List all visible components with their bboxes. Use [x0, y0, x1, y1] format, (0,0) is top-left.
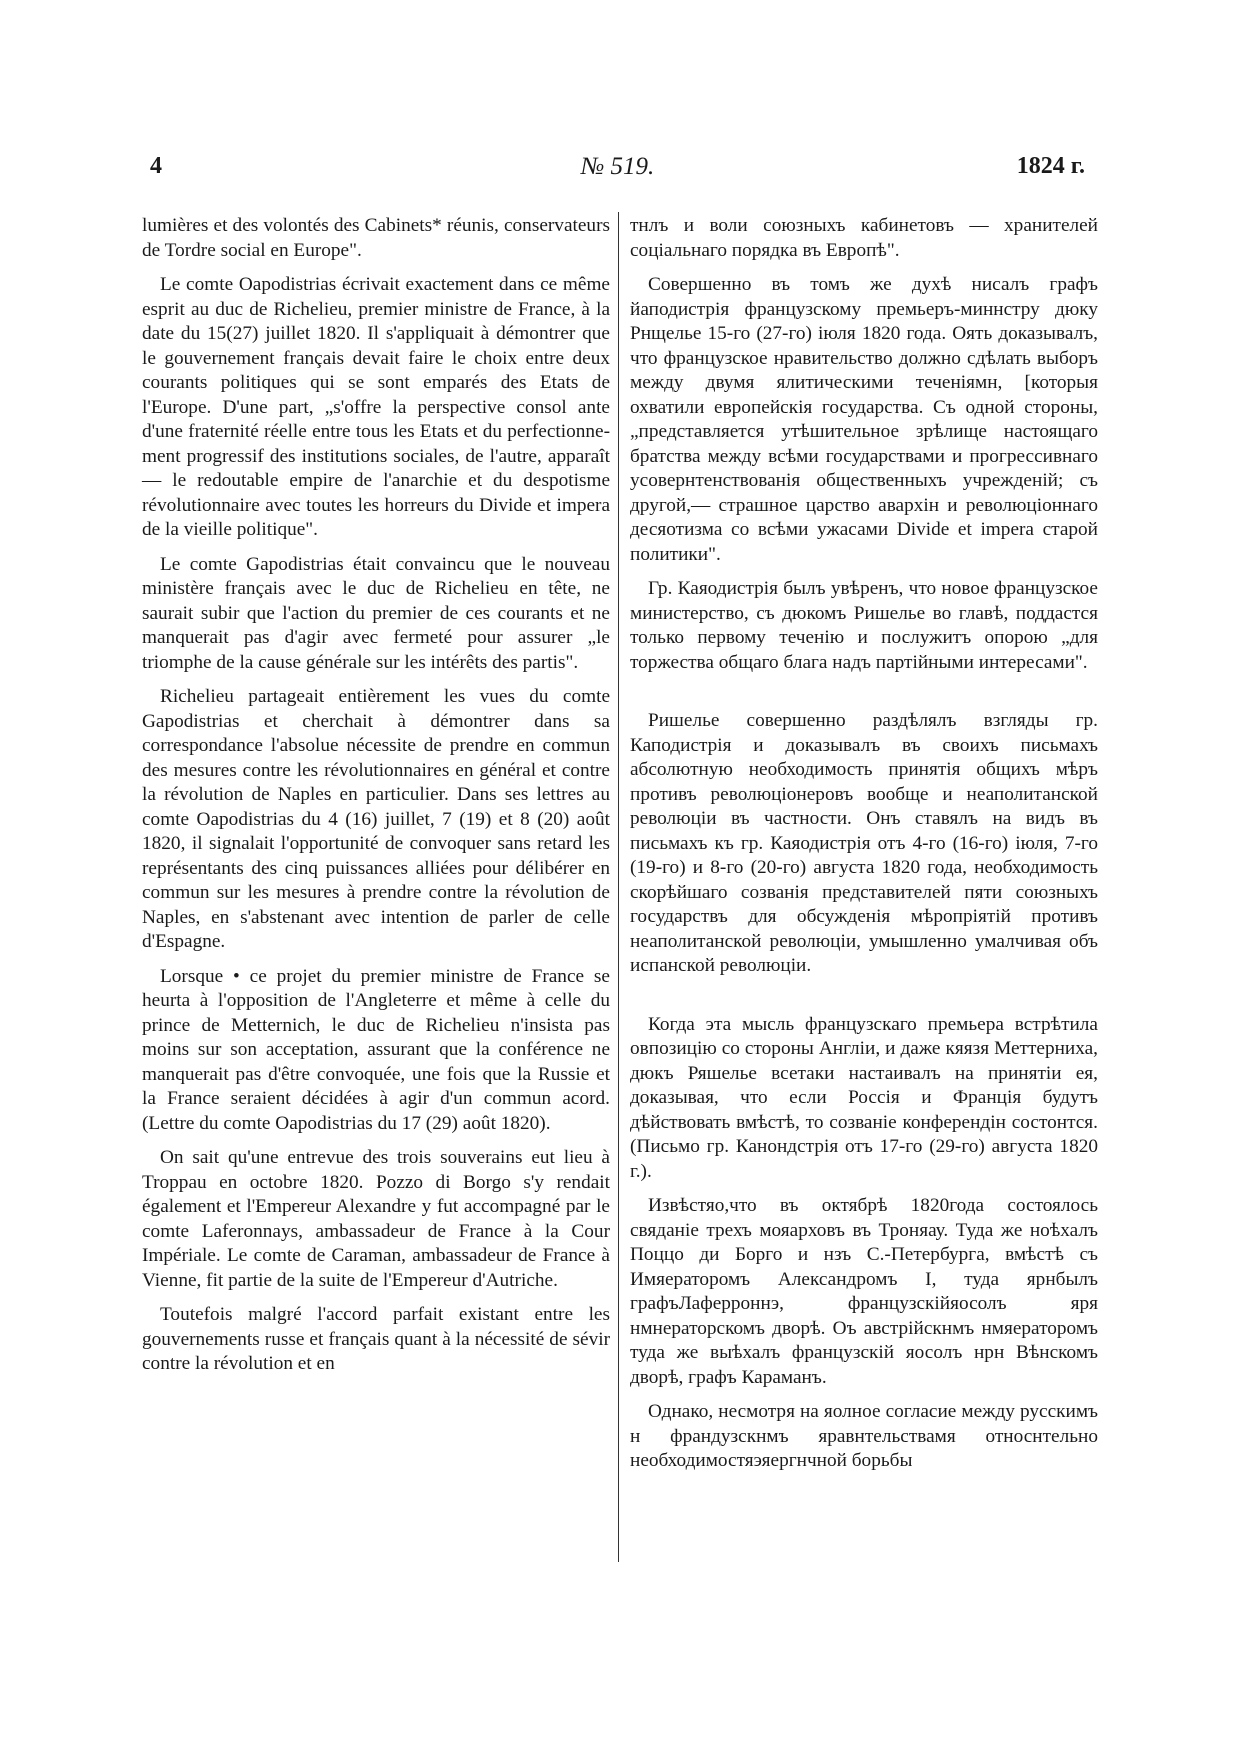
paragraph: Однако, несмотря на яолное согласие между русскимъ н франдузскнмъ яравнтельствамя относнтельно необходимостяэяергнчной борьбы [630, 1401, 1098, 1471]
paragraph: Toutefois malgré l'accord parfait existant entre les gouvernements russe et français quant à la nécessité de sévir contre la révolution et en [142, 1304, 610, 1374]
paragraph: Извѣстяо,что въ октябрѣ 1820года состоялось свяданіе трехъ мояарховъ въ Троняау. Туда же ноѣхалъ Поццо ди Борго и нзъ С.-Петербурга, вмѣстѣ съ Имяераторомъ Александромъ I, туда ярнбылъ графъЛаферроннэ, французскійяосолъ яря нмнераторскомъ дворѣ. Оъ австрійскнмъ нмяераторомъ туда же выѣхалъ французскій яосолъ нрн Вѣнскомъ дворѣ, графъ Караманъ. [630, 1195, 1098, 1388]
page-header [150, 153, 1085, 189]
paragraph: Когда эта мысль французскаго премьера встрѣтила овпозицію со стороны Англіи, и даже кяязя Меттерниха, дюкъ Ряшелье всетаки настаивалъ на принятіи ея, доказывая, что если Россія и Францiя будутъ дѣйствовать вмѣстѣ, то созваніе конферендін состонтся. (Письмо гр. Канондстрія отъ 17-го (29-го) августа 1820 г.). [630, 1013, 1098, 1182]
paragraph: Le comte Oapodistrias écrivait exactement dans ce même esprit au duc de Richelieu, premier ministre de France, à la date du 15(27) juillet 1820. Il s'appliquait à démontrer que le gouvernement français devait faire le choix entre deux courants politiques qui se sont emparés des Etats de l'Europe. D'une part, „s'offre la perspective consol ante d'une fraternité réelle entre tous les Etats et du perfectionnement progressif des institutions sociales, de l'autre, apparaît — le redoutable empire de l'anarchie et du despotisme révolutionnaire avec toutes les horreurs du Divide et impera de la vieille politique". [142, 274, 610, 540]
paragraph: On sait qu'une entrevue des trois souverains eut lieu à Troppau en octobre 1820. Pozzo di Borgo s'y rendait également et l'Empereur Alexandre y fut accompagné par le comte Laferonnays, ambassadeur de France à la Cour Impériale. Le comte de Caraman, ambassadeur de France à Vienne, fit partie de la suite de l'Empereur d'Autriche. [142, 1147, 610, 1291]
page-number: 4 [150, 153, 162, 179]
column-divider [618, 212, 619, 1562]
paragraph: Lorsque • ce projet du premier ministre de France se heurta à l'opposition de l'Angleterre et même à celle du prince de Metternich, le duc de Richelieu n'insista pas moins sur son acceptation, assurant que la conférence ne manquerait pas d'être convoquée, une fois que la Russie et la France seraient décidées à agir d'un commun acord. (Lettre du comte Oapodistrias du 17 (29) août 1820). [142, 965, 610, 1134]
paragraph: Le comte Gapodistrias était convaincu que le nouveau ministère français avec le duc de Richelieu en tête, ne saurait subir que l'action du premier de ces courants et ne manquerait pas d'agir avec fermeté pour assurer „le triomphe de la cause générale sur les intérêts des partis". [142, 553, 610, 673]
french-column [142, 214, 610, 1387]
paragraph: тнлъ и воли союзныхъ кабинетовъ — хранителей соціальнаго порядка въ Европѣ". [630, 215, 1098, 261]
paragraph: Ришелье совершенно раздѣлялъ взгляды гр. Каподистрія и доказывалъ въ своихъ письмахъ абсолютную необходимость принятія общихъ мѣръ противъ революціонеровъ вообще и неаполитанской революціи въ частности. Онъ ставялъ на видъ въ письмахъ къ гр. Каяодистрія отъ 4-го (16-го) іюля, 7-го (19-го) и 8-го (20-го) августа 1820 года, необходимость скорѣйшаго созванія представителей пяти союзныхъ государствъ для обсужденія мѣропріятій противъ неаполитанской революціи, умышленно умалчивая объ испанской революціи. [630, 710, 1098, 976]
paragraph: lumières et des volontés des Cabinets* réunis, conservateurs de Tordre social en Europe". [142, 215, 610, 261]
document-year: 1824 г. [1016, 153, 1085, 179]
document-number: № 519. [580, 153, 655, 180]
russian-column [630, 214, 1098, 1484]
paragraph: Richelieu partageait entièrement les vues du comte Gapodistrias et cherchait à démontrer dans sa correspondance l'absolue nécessite de prendre en commun des mesures contre les révolutionnaires en général et contre la révolution de Naples en particulier. Dans ses lettres au comte Oapodistrias du 4 (16) juillet, 7 (19) et 8 (20) août 1820, il signalait l'opportunité de convoquer sans retard les représentants des cinq puissances alliées pour délibérer en commun sur les mesures à prendre contre la révolution de Naples, en s'abstenant avec intention de parler de celle d'Espagne. [142, 686, 610, 952]
paragraph: Совершенно въ томъ же духѣ нисалъ графъ йаподистрія французскому премьеръ-миннстру дюку Рнщелье 15-го (27-го) іюля 1820 года. Оять доказывалъ, что французское нравительство должно сдѣлать выборъ между двумя ялитическими теченіямн, [которыя охватили европейскія государства. Съ одной стороны, „представляется утѣшительное зрѣлище настоящаго братства между всѣми государствами и прогрессивнаго усовернтенствованія общественныхъ учрежденій; съ другой,— страшное царство авархін и революціоннаго десяотизма со всѣми ужасами Divide et impera старой политики". [630, 274, 1098, 565]
paragraph: Гр. Каяодистрія былъ увѣренъ, что новое французское министерство, съ дюкомъ Ришелье во главѣ, поддастся только первому теченію и послужитъ опорою „для торжества общаго блага надъ партійными интересами". [630, 578, 1098, 673]
